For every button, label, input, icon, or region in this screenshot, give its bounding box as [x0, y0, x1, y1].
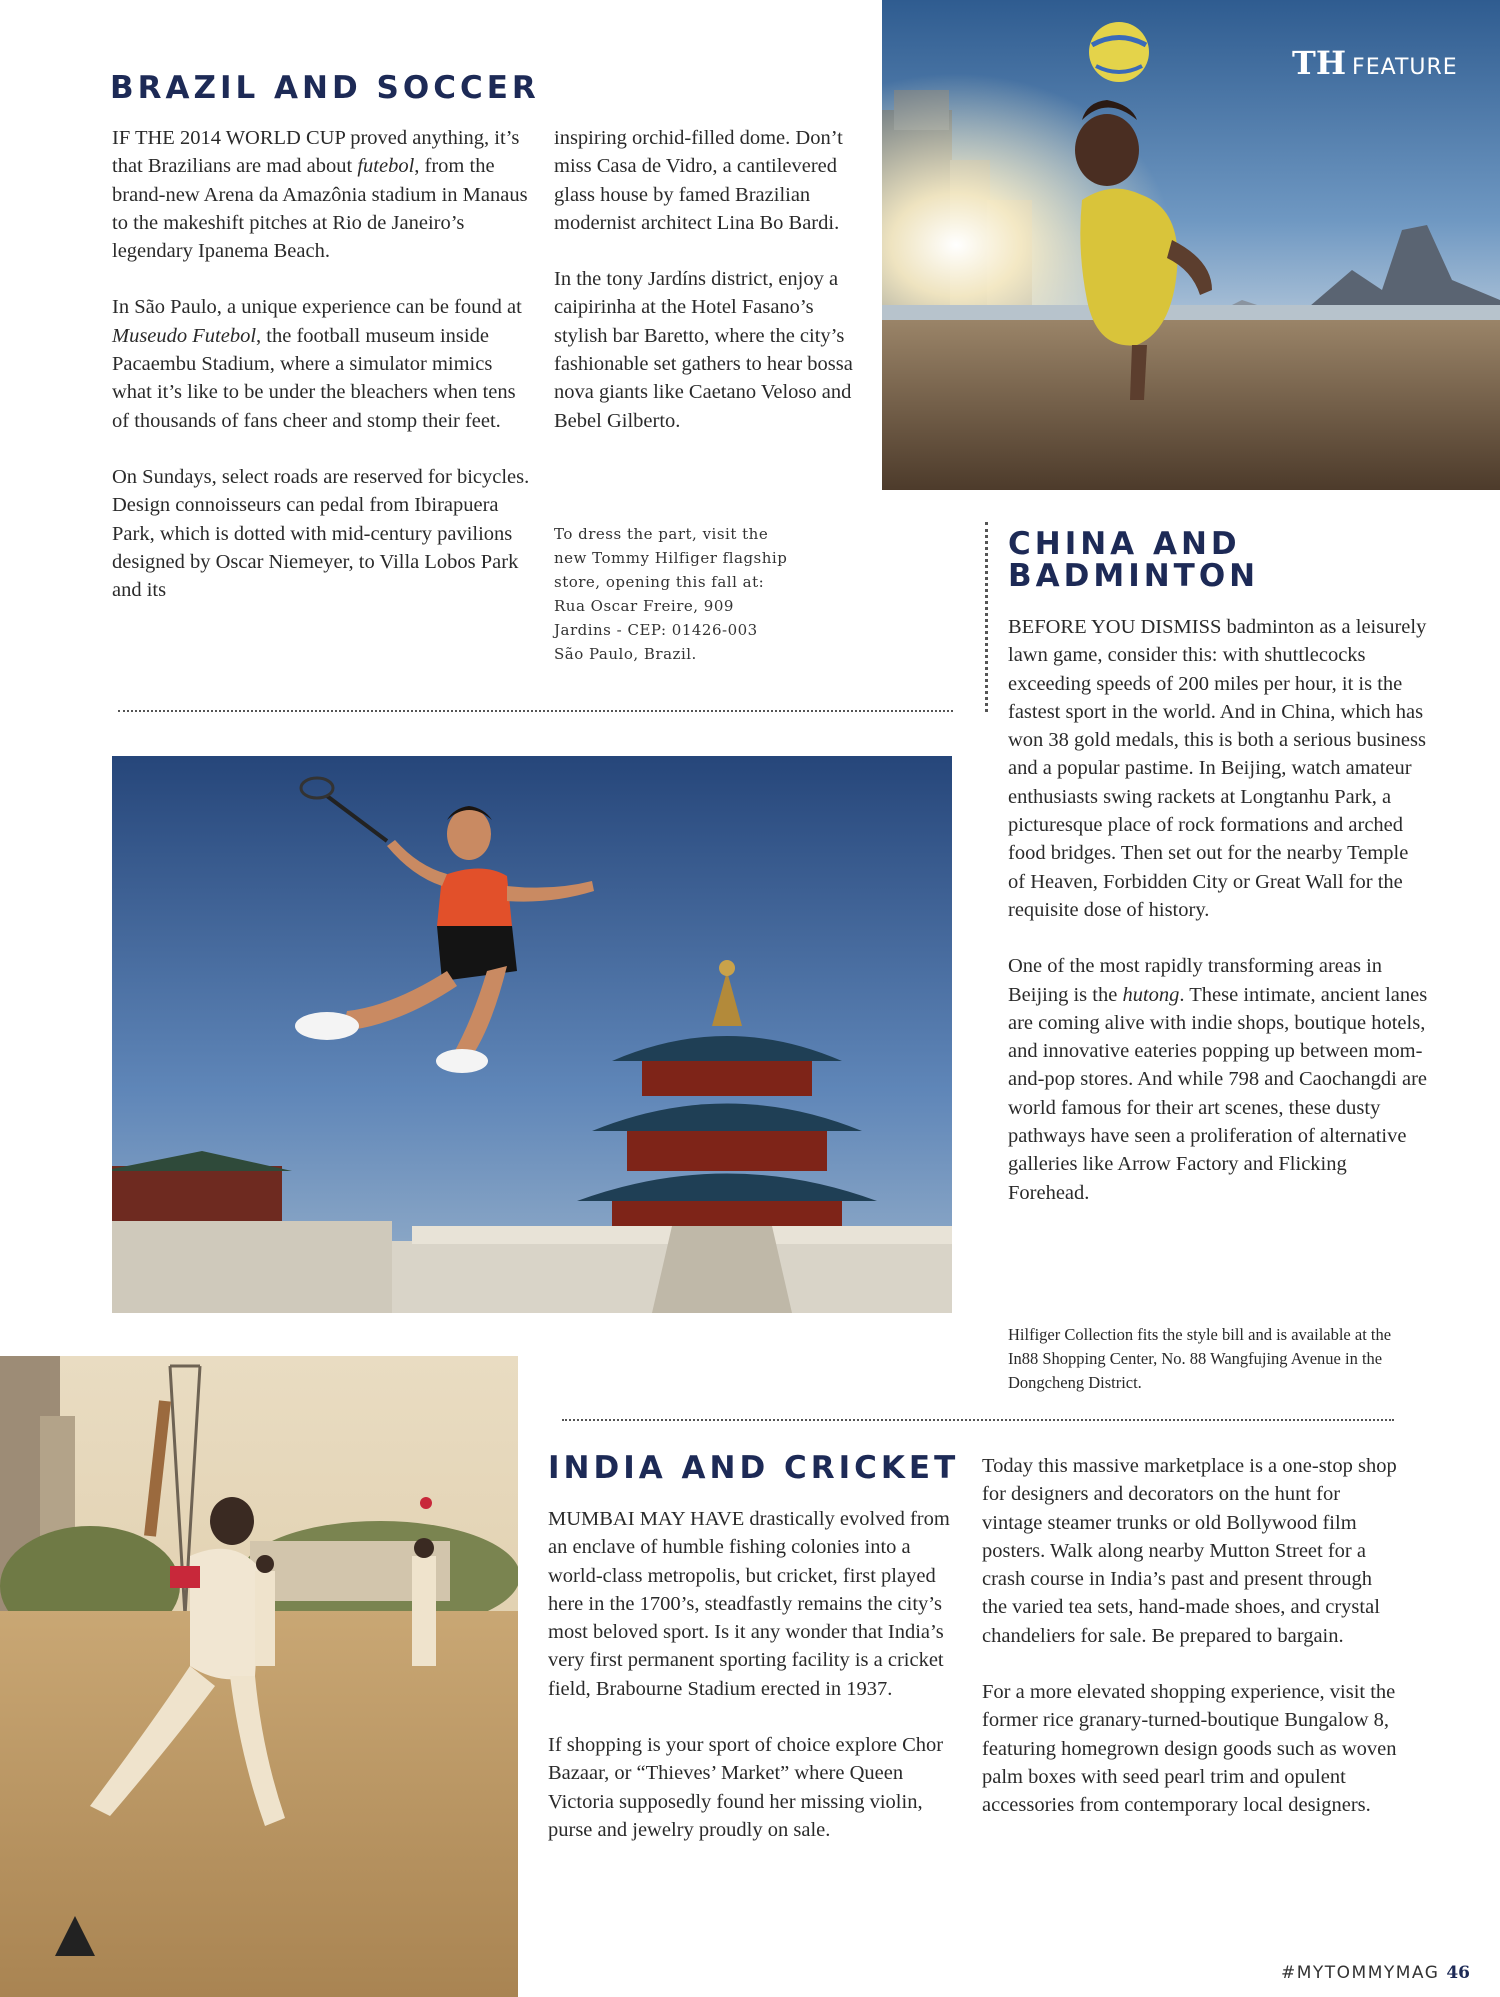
divider-brazil — [118, 710, 953, 712]
brazil-paragraph-1: IF THE 2014 WORLD CUP proved anything, it’s that Brazilians are mad about futebol, from the brand-new Arena da Amazônia stadium in Manaus to the makeshift pitches at Rio de Janeiro’s legendary Ipanema Beach. — [112, 127, 528, 263]
china-paragraph-1: BEFORE YOU DISMISS badminton as a leisurely lawn game, consider this: with shuttlecocks exceeding speeds of 200 miles per hour, it is the fastest sport in the world. And in China, which has won 38 gold medals, this is both a serious business and a popular pastime. In Beijing, watch amateur enthusiasts swing rackets at Longtanhu Park, a picturesque place of rock formations and arched food bridges. Then set out for the nearby Temple of Heaven, Forbidden City or Great Wall for the requisite dose of history. — [1008, 616, 1427, 921]
badminton-photo — [112, 756, 952, 1313]
divider-vertical — [985, 522, 988, 712]
divider-china — [562, 1419, 1394, 1421]
brazil-heading: BRAZIL AND SOCCER — [110, 70, 540, 106]
footer-hashtag: #MYTOMMYMAG — [1280, 1963, 1440, 1983]
india-column-2 — [982, 1452, 1402, 1848]
page-footer — [1281, 1963, 1470, 1983]
china-heading: CHINA AND BADMINTON — [1008, 526, 1260, 594]
brazil-store-note: To dress the part, visit the new Tommy Hilfiger flagship store, opening this fall at: Rua Oscar Freire, 909 Jardins - CEP: 01426-003 São Paulo, Brazil. — [554, 525, 788, 663]
brazil-paragraph-2: In São Paulo, a unique experience can be found at Museudo Futebol, the football museum inside Pacaembu Stadium, where a simulator mimics what it’s like to be under the bleachers when tens of thousands of fans cheer and stomp their feet. — [112, 296, 522, 432]
feature-badge — [1292, 44, 1458, 82]
india-paragraph-4: For a more elevated shopping experience, visit the former rice granary-turned-boutique Bungalow 8, featuring homegrown design goods such as woven palm boxes with seed pearl trim and opulent accessories from contemporary local designers. — [982, 1681, 1397, 1817]
china-paragraph-2: One of the most rapidly transforming areas in Beijing is the hutong. These intimate, ancient lanes are coming alive with indie shops, boutique hotels, and innovative eateries popping up between mom-and-pop stores. And while 798 and Caochangdi are world famous for their art scenes, these dusty pathways have seen a proliferation of alternative galleries like Arrow Factory and Flicking Forehead. — [1008, 955, 1428, 1204]
badge-feature-label: FEATURE — [1352, 55, 1458, 80]
badge-th-logo: TH — [1292, 44, 1347, 82]
india-heading: INDIA AND CRICKET — [548, 1450, 960, 1486]
india-column-1 — [548, 1505, 968, 1872]
brazil-paragraph-5: In the tony Jardíns district, enjoy a caipirinha at the Hotel Fasano’s stylish bar Baretto, where the city’s fashionable set gathers to hear bossa nova giants like Caetano Veloso and Bebel Gilberto. — [554, 268, 853, 432]
brazil-column-2 — [554, 124, 854, 463]
page-number: 46 — [1446, 1963, 1470, 1983]
india-paragraph-2: If shopping is your sport of choice explore Chor Bazaar, or “Thieves’ Market” where Queen Victoria supposedly found her missing violin, purse and jewelry proudly on sale. — [548, 1734, 944, 1841]
brazil-paragraph-4: inspiring orchid-filled dome. Don’t miss Casa de Vidro, a cantilevered glass house by famed Brazilian modernist architect Lina Bo Bardi. — [554, 127, 843, 234]
cricket-photo — [0, 1356, 518, 1997]
china-column — [1008, 613, 1428, 1235]
brazil-paragraph-3: On Sundays, select roads are reserved for bicycles. Design connoisseurs can pedal from Ibirapuera Park, which is dotted with mid-century pavilions designed by Oscar Niemeyer, to Villa Lobos Park and its — [112, 465, 530, 602]
india-paragraph-1: MUMBAI MAY HAVE drastically evolved from an enclave of humble fishing colonies into a world-class metropolis, but cricket, first played here in the 1700’s, steadfastly remains the city’s most beloved sport. Is it any wonder that India’s very first permanent sporting facility is a cricket field, Brabourne Stadium erected in 1937. — [548, 1508, 950, 1700]
india-paragraph-3: Today this massive marketplace is a one-stop shop for designers and decorators on the hunt for vintage steamer trunks or old Bollywood film posters. Walk along nearby Mutton Street for a crash course in India’s past and present through the varied tea sets, hand-made shoes, and crystal chandeliers for sale. Be prepared to bargain. — [982, 1455, 1397, 1647]
brazil-column-1 — [112, 124, 532, 632]
china-store-note: Hilfiger Collection fits the style bill and is available at the In88 Shopping Center, No. 88 Wangfujing Avenue in the Dongcheng District. — [1008, 1325, 1392, 1392]
